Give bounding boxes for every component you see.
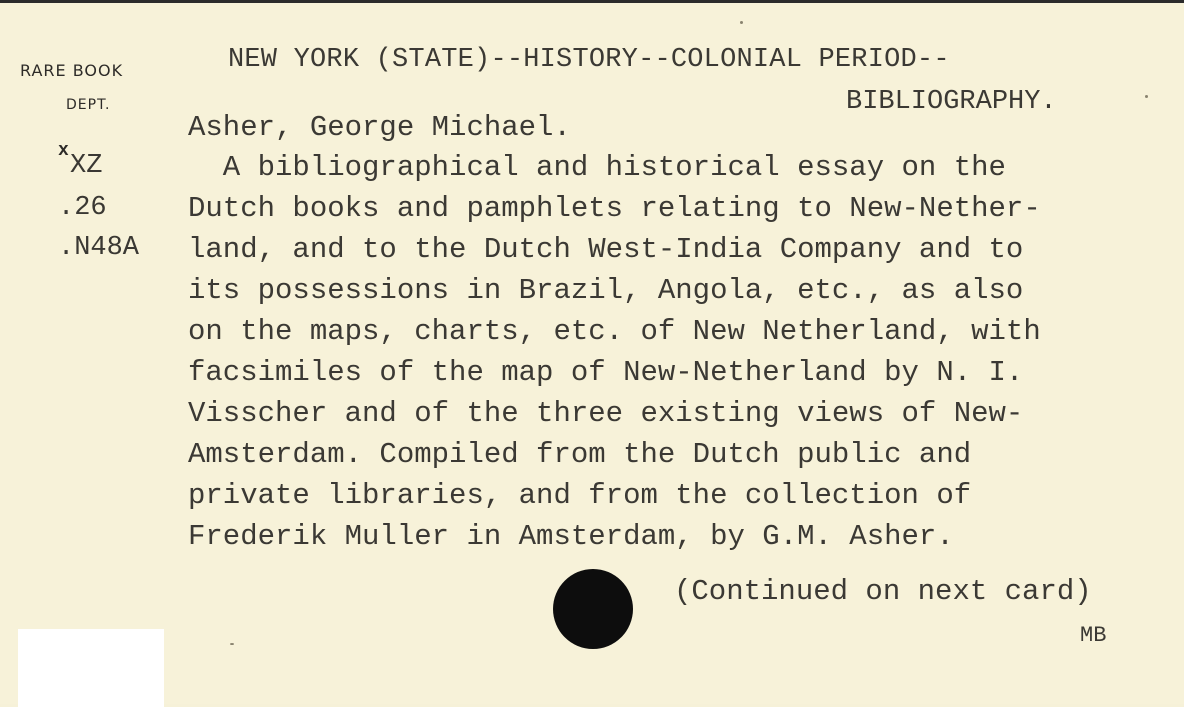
description-line: facsimiles of the map of New-Netherland by N. I. — [188, 356, 1024, 389]
description-line: its possessions in Brazil, Angola, etc., as also — [188, 274, 1024, 307]
description-line: A bibliographical and historical essay on the — [188, 151, 1006, 184]
call-number-line1: XZ — [70, 151, 103, 181]
call-number-line3: .N48A — [58, 233, 140, 263]
description-line: on the maps, charts, etc. of New Netherland, with — [188, 315, 1041, 348]
description-text — [188, 149, 1041, 559]
description-line: Frederik Muller in Amsterdam, by G.M. Asher. — [188, 520, 954, 553]
subject-heading-line2: BIBLIOGRAPHY. — [846, 87, 1057, 117]
description-line: Visscher and of the three existing views of New- — [188, 397, 1024, 430]
paper-speck — [1145, 95, 1148, 98]
description-line: Dutch books and pamphlets relating to New-Nether- — [188, 192, 1041, 225]
rare-book-stamp-line1: RARE BOOK — [20, 61, 124, 80]
call-number-line2: .26 — [58, 193, 107, 223]
paper-speck — [740, 21, 743, 24]
cataloger-initials: MB — [1080, 623, 1107, 648]
rare-book-stamp-line2: DEPT. — [66, 97, 111, 113]
white-label-patch — [18, 629, 164, 707]
description-line: private libraries, and from the collection of — [188, 479, 972, 512]
paper-speck — [230, 643, 234, 645]
continued-note: (Continued on next card) — [674, 575, 1092, 608]
subject-heading-line1: NEW YORK (STATE)--HISTORY--COLONIAL PERIOD-- — [228, 45, 950, 75]
punch-hole — [553, 569, 633, 649]
author-heading: Asher, George Michael. — [188, 111, 571, 144]
description-line: Amsterdam. Compiled from the Dutch public and — [188, 438, 972, 471]
call-number-mark: x — [58, 141, 69, 161]
description-line: land, and to the Dutch West-India Company and to — [188, 233, 1024, 266]
